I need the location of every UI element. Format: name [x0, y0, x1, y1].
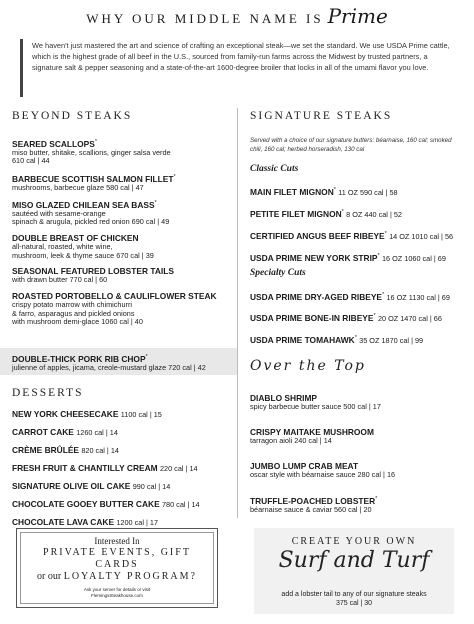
dessert-item: NEW YORK CHEESECAKE 1100 cal | 15 — [12, 409, 162, 419]
dessert-item: CARROT CAKE 1260 cal | 14 — [12, 427, 118, 437]
menu-item: ROASTED PORTOBELLO & CAULIFLOWER STEAK crispy potato marrow with chimichurri & farro, asparagus and pickled onions with mushroom demi-glace 1060 cal | 40 — [12, 291, 217, 326]
dessert-item: SIGNATURE OLIVE OIL CAKE 990 cal | 14 — [12, 481, 171, 491]
menu-item: BARBECUE SCOTTISH SALMON FILLET* mushrooms, barbecue glaze 580 cal | 47 — [12, 173, 176, 192]
dessert-item: CHOCOLATE GOOEY BUTTER CAKE 780 cal | 14 — [12, 499, 200, 509]
menu-item: SEARED SCALLOPS* miso butter, shitake, scallions, ginger salsa verde 610 cal | 44 — [12, 138, 171, 166]
steak-item: CERTIFIED ANGUS BEEF RIBEYE* 14 OZ 1010 cal | 56 — [250, 230, 454, 241]
surf-turf-script: Surf and Turf — [278, 548, 430, 573]
butter-note: Served with a choice of our signature butters: béarnaise, 160 cal; smoked chili, 160 cal; herbed horseradish, 130 cal — [250, 137, 452, 153]
steak-item: USDA PRIME BONE-IN RIBEYE* 20 OZ 1470 cal | 66 — [250, 312, 442, 323]
steak-item: MAIN FILET MIGNON* 11 OZ 590 cal | 58 — [250, 186, 398, 197]
private-events-line2: PRIVATE EVENTS, GIFT — [43, 547, 191, 558]
subhead-specialty-cuts: Specialty Cuts — [250, 268, 306, 278]
topping-item: TRUFFLE-POACHED LOBSTER* béarnaise sauce & caviar 560 cal | 20 — [250, 495, 378, 514]
section-title-over-the-top: Over the Top — [250, 358, 366, 374]
title-prefix: WHY OUR MIDDLE NAME IS — [86, 11, 324, 26]
menu-item: SEASONAL FEATURED LOBSTER TAILS with drawn butter 770 cal | 60 — [12, 266, 174, 284]
dessert-item: CHOCOLATE LAVA CAKE 1200 cal | 17 — [12, 517, 159, 527]
surf-turf-desc: add a lobster tail to any of our signature steaks — [281, 591, 427, 598]
topping-item: JUMBO LUMP CRAB MEAT oscar style with béarnaise sauce 280 cal | 16 — [250, 461, 396, 479]
column-divider — [237, 108, 238, 518]
intro-accent-bar — [20, 39, 23, 97]
steak-item: USDA PRIME TOMAHAWK* 35 OZ 1870 cal | 99 — [250, 334, 424, 345]
private-events-fine2: FlemingsSteakhouse.com — [91, 593, 143, 598]
steak-item: USDA PRIME NEW YORK STRIP* 16 OZ 1060 cal | 69 — [250, 252, 446, 263]
topping-item: CRISPY MAITAKE MUSHROOM tarragon aioli 240 cal | 14 — [250, 427, 374, 445]
title-script: Prime — [327, 4, 388, 28]
section-title-desserts: DESSERTS — [12, 387, 84, 399]
page-title — [0, 4, 474, 28]
menu-item: DOUBLE BREAST OF CHICKEN all-natural, roasted, white wine, mushroom, leek & thyme sauce 670 cal | 39 — [12, 233, 154, 260]
subhead-classic-cuts: Classic Cuts — [250, 164, 299, 174]
dessert-item: FRESH FRUIT & CHANTILLY CREAM 220 cal | 14 — [12, 463, 198, 473]
dessert-item: CRÈME BRÛLÉE 820 cal | 14 — [12, 445, 119, 455]
private-events-line3: CARDS — [95, 559, 139, 570]
private-events-line1: Interested In — [94, 536, 140, 546]
private-events-line4: or our LOYALTY PROGRAM? — [37, 571, 197, 582]
section-title-signature-steaks: SIGNATURE STEAKS — [250, 110, 393, 122]
featured-menu-item: DOUBLE-THICK PORK RIB CHOP* julienne of apples, jicama, creole-mustard glaze 720 cal | 42 — [12, 353, 206, 372]
topping-item: DIABLO SHRIMP spicy barbecue butter sauce 500 cal | 17 — [250, 393, 381, 411]
desserts-list — [12, 409, 234, 528]
section-title-beyond-steaks: BEYOND STEAKS — [12, 110, 133, 122]
surf-turf-title: CREATE YOUR OWN — [291, 536, 417, 547]
surf-turf-cal: 375 cal | 30 — [335, 600, 373, 607]
intro-paragraph: We haven't just mastered the art and science of crafting an exceptional steak—we set the standard. We use USDA Prime cattle, which is the highest grade of all beef in the U.S., sourced from family-run farms across the Midwest by trusted partners, a signature salt & pepper seasoning and a state-of-the-art 1600-degree broiler that locks in all of the umami flavor you love. — [32, 41, 450, 72]
steak-item: PETITE FILET MIGNON* 8 OZ 440 cal | 52 — [250, 208, 402, 219]
private-events-fine1: Ask your server for details or visit — [83, 587, 151, 592]
steak-item: USDA PRIME DRY-AGED RIBEYE* 16 OZ 1130 cal | 69 — [250, 291, 450, 302]
menu-item: MISO GLAZED CHILEAN SEA BASS* sautéed with sesame-orange spinach & arugula, pickled red onion 690 cal | 49 — [12, 199, 170, 227]
